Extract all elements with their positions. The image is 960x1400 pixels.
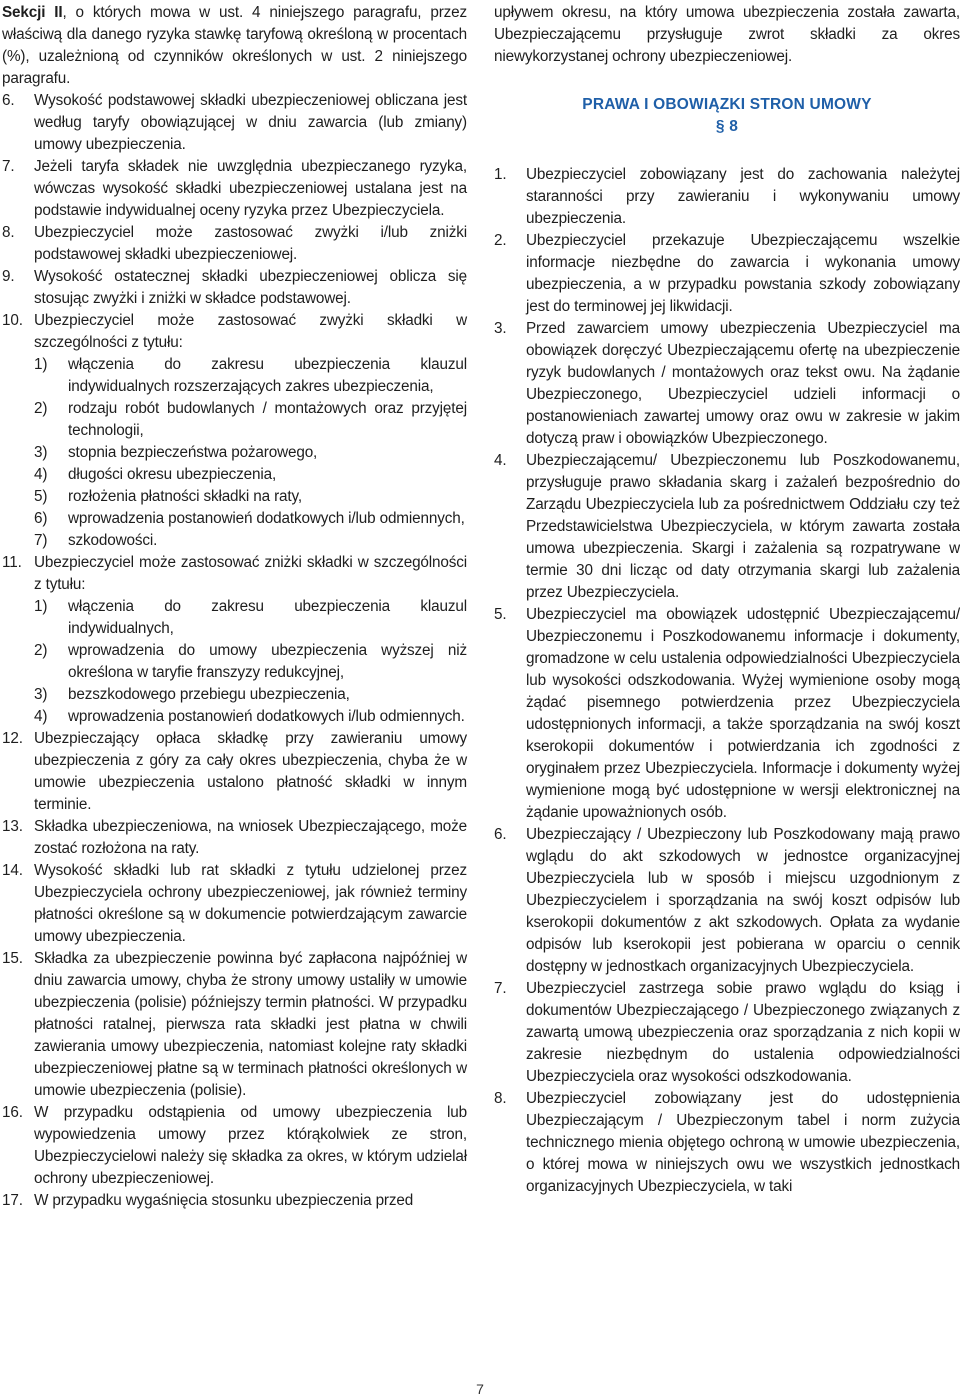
sub-item-number: 6): [34, 510, 48, 527]
sub-list-item: [2, 684, 467, 706]
item-number: 14.: [2, 862, 23, 879]
sub-item-number: 5): [34, 488, 48, 505]
list-item: [2, 266, 467, 310]
item-number: 9.: [2, 268, 15, 285]
item-text: Ubezpieczyciel zastrzega sobie prawo wglądu do ksiąg i dokumentów Ubezpieczającego / Ubezpieczonego związanych z zawartą umową ubezpieczenia oraz sporządzania z nich kopii w zakresie niezbędnym do ustalenia odpowiedzialności Ubezpieczyciela oraz wysokości odszkodowania.: [526, 980, 960, 1085]
item-text: Wysokość ostatecznej składki ubezpieczeniowej oblicza się stosując zwyżki i zniżki w składce podstawowej.: [34, 268, 467, 307]
sub-list-item: [2, 508, 467, 530]
sub-list-item: [2, 464, 467, 486]
sub-item-number: 4): [34, 708, 48, 725]
list-item: [2, 860, 467, 948]
item-text: Składka za ubezpieczenie powinna być zapłacona najpóźniej w dniu zawarcia umowy, chyba że strony umowy ustaliły w umowie ubezpieczenia (polisie) późniejszy termin płatności. W przypadku płatności ratalnej, pierwsza rata składki jest płatna w chwili zawierania umowy ubezpieczenia, natomiast kolejne raty składki ubezpieczeniowej płatne są w terminach płatności określonych w umowie ubezpieczenia (polisie).: [34, 950, 467, 1099]
sub-item-text: wprowadzenia do umowy ubezpieczenia wyższej niż określona w taryfie franszyzy redukcyjnej,: [68, 642, 467, 681]
sub-item-text: bezszkodowego przebiegu ubezpieczenia,: [68, 686, 350, 703]
item-text: Ubezpieczyciel może zastosować zwyżki i/lub zniżki podstawowej składki ubezpieczeniowej.: [34, 224, 467, 263]
page-number: 7: [476, 1381, 484, 1397]
item-number: 1.: [494, 166, 507, 183]
list-item: [2, 90, 467, 156]
sub-item-text: rodzaju robót budowlanych / montażowych oraz przyjętej technologii,: [68, 400, 467, 439]
item-number: 5.: [494, 606, 507, 623]
item-number: 16.: [2, 1104, 23, 1121]
item-text: Ubezpieczyciel zobowiązany jest do udostępnienia Ubezpieczającym / Ubezpieczonym tabel i norm zużycia technicznego mienia objętego ochroną w umowie ubezpieczenia, o której mowa w niniejszych owu we wszystkich jednostkach organizacyjnych Ubezpieczyciela, w taki: [526, 1090, 960, 1195]
list-item: [494, 230, 960, 318]
sub-list-item: [2, 640, 467, 684]
sub-list-item: [2, 530, 467, 552]
list-item: [494, 1088, 960, 1198]
sub-list-item: [2, 486, 467, 508]
item-number: 6.: [2, 92, 15, 109]
item-number: 8.: [494, 1090, 507, 1107]
sub-item-text: stopnia bezpieczeństwa pożarowego,: [68, 444, 318, 461]
list-item: [2, 222, 467, 266]
item-number: 7.: [2, 158, 15, 175]
sub-item-number: 4): [34, 466, 48, 483]
item-number: 17.: [2, 1192, 23, 1209]
sub-item-text: włączenia do zakresu ubezpieczenia klauzul indywidualnych rozszerzających zakres ubezpieczenia,: [68, 356, 467, 395]
list-item: [494, 604, 960, 824]
sub-item-number: 3): [34, 686, 48, 703]
right-intro: upływem okresu, na który umowa ubezpieczenia została zawarta, Ubezpieczającemu przysługuje zwrot składki za okres niewykorzystanej ochrony ubezpieczeniowej.: [494, 4, 960, 65]
list-item: [2, 728, 467, 816]
sub-item-text: rozłożenia płatności składki na raty,: [68, 488, 302, 505]
item-text: Wysokość podstawowej składki ubezpieczeniowej obliczana jest według taryfy obowiązującej w dniu zawarcia (lub zmiany) umowy ubezpieczenia.: [34, 92, 467, 153]
sub-item-number: 2): [34, 400, 48, 417]
list-item: [2, 948, 467, 1102]
list-item: [2, 1190, 467, 1212]
sub-list-item: [2, 596, 467, 640]
list-item: [494, 824, 960, 978]
item-number: 12.: [2, 730, 23, 747]
list-item: [2, 310, 467, 354]
list-item: [2, 1102, 467, 1190]
right-list: [494, 164, 960, 1198]
sub-item-number: 2): [34, 642, 48, 659]
item-number: 13.: [2, 818, 23, 835]
sub-item-number: 1): [34, 356, 48, 373]
sub-item-number: 3): [34, 444, 48, 461]
section-title: PRAWA I OBOWIĄZKI STRON UMOWY: [582, 96, 872, 113]
sub-item-text: długości okresu ubezpieczenia,: [68, 466, 277, 483]
item-number: 3.: [494, 320, 507, 337]
item-text: Wysokość składki lub rat składki z tytułu udzielonej przez Ubezpieczyciela ochrony ubezpieczeniowej, jak również terminy płatności określone są w dokumencie potwierdzającym zawarcie umowy ubezpieczenia.: [34, 862, 467, 945]
item-number: 11.: [2, 554, 22, 571]
item-text: Przed zawarciem umowy ubezpieczenia Ubezpieczyciel ma obowiązek doręczyć Ubezpieczającemu ofertę na ubezpieczenie ryzyk budowlanych / montażowych oraz tekst owu. Na żądanie Ubezpieczonego, Ubezpieczyciel udzieli informacji o postanowieniach zawartej umowy oraz owu w zakresie w jakim dotyczą praw i obowiązków Ubezpieczonego.: [526, 320, 960, 447]
section-number: § 8: [715, 118, 739, 135]
sub-item-text: wprowadzenia postanowień dodatkowych i/lub odmiennych.: [68, 708, 465, 725]
item-number: 8.: [2, 224, 15, 241]
item-text: Ubezpieczający / Ubezpieczony lub Poszkodowany mają prawo wglądu do akt szkodowych w jednostce organizacyjnej Ubezpieczyciela lub w sposób i miejscu uzgodnionym z Ubezpieczycielem i sporządzania na swój koszt odpisów lub kserokopii dokumentów z akt szkodowych. Opłata za wydanie odpisów lub kserokopii jest pobierana w oparciu o cennik dostępny w jednostkach organizacyjnych Ubezpieczyciela.: [526, 826, 960, 975]
sub-item-number: 7): [34, 532, 48, 549]
list-item: [494, 164, 960, 230]
item-number: 2.: [494, 232, 507, 249]
item-text: Ubezpieczyciel zobowiązany jest do zachowania należytej staranności przy zawieraniu i wykonywaniu umowy ubezpieczenia.: [526, 166, 960, 227]
item-text: Ubezpieczyciel może zastosować zwyżki składki w szczególności z tytułu:: [34, 312, 467, 351]
left-intro: Sekcji II, o których mowa w ust. 4 niniejszego paragrafu, przez właściwą dla danego ryzyka stawkę taryfową określoną w procentach (%), uzależnioną od czynników określonych w ust. 2 niniejszego paragrafu.: [2, 4, 468, 87]
item-number: 10.: [2, 312, 23, 329]
left-list: [2, 90, 467, 1212]
sub-list-item: [2, 398, 467, 442]
item-text: Ubezpieczającemu/ Ubezpieczonemu lub Poszkodowanemu, przysługuje prawo składania skarg i zażaleń bezpośrednio do Zarządu Ubezpieczyciela lub za pośrednictwem Oddziału czy też Przedstawicielstwa Ubezpieczyciela, w którym zawarta została umowa ubezpieczenia. Skargi i zażalenia są rozpatrywane w termie 30 dni licząc od daty otrzymania skargi lub zażalenia przez Ubezpieczyciela.: [526, 452, 960, 601]
item-text: Ubezpieczający opłaca składkę przy zawieraniu umowy ubezpieczenia z góry za cały okres ubezpieczenia, chyba że w umowie ubezpieczenia ustalono płatność składki w innym terminie.: [34, 730, 467, 813]
item-text: Składka ubezpieczeniowa, na wniosek Ubezpieczającego, może zostać rozłożona na raty.: [34, 818, 467, 857]
section-heading-block: [494, 94, 960, 138]
sub-list-item: [2, 442, 467, 464]
list-item: [2, 156, 467, 222]
sub-item-text: włączenia do zakresu ubezpieczenia klauzul indywidualnych,: [68, 598, 467, 637]
item-number: 6.: [494, 826, 507, 843]
item-text: Ubezpieczyciel ma obowiązek udostępnić Ubezpieczającemu/ Ubezpieczonemu i Poszkodowanemu informacje i dokumenty, gromadzone w celu ustalenia odpowiedzialności Ubezpieczyciela lub wysokości odszkodowania. Wyżej wymienione osoby mogą żądać pisemnego potwierdzenia przez Ubezpieczyciela udostępnionych informacji, a także sporządzania na swój koszt kserokopii dokumentów i potwierdzania ich zgodności z oryginałem przez Ubezpieczyciela. Informacje i dokumenty wyżej wymienione mogą być udostępnione w wersji elektronicznej na żądanie upoważnionych osób.: [526, 606, 960, 821]
left-column: [2, 2, 467, 1212]
sub-list-item: [2, 706, 467, 728]
list-item: [494, 978, 960, 1088]
sub-item-text: szkodowości.: [68, 532, 158, 549]
item-number: 15.: [2, 950, 23, 967]
item-text: W przypadku wygaśnięcia stosunku ubezpieczenia przed: [34, 1192, 414, 1209]
list-item: [494, 450, 960, 604]
right-column: [494, 2, 960, 1198]
item-number: 4.: [494, 452, 507, 469]
list-item: [2, 552, 467, 596]
item-text: Jeżeli taryfa składek nie uwzględnia ubezpieczanego ryzyka, wówczas wysokość składki ubezpieczeniowej ustalana jest na podstawie indywidualnej oceny ryzyka przez Ubezpieczyciela.: [34, 158, 467, 219]
sub-item-text: wprowadzenia postanowień dodatkowych i/lub odmiennych,: [68, 510, 465, 527]
sub-list-item: [2, 354, 467, 398]
item-text: W przypadku odstąpienia od umowy ubezpieczenia lub wypowiedzenia umowy przez którąkolwiek ze stron, Ubezpieczycielowi należy się składka za okres, w którym udzielał ochrony ubezpieczeniowej.: [34, 1104, 467, 1187]
item-number: 7.: [494, 980, 507, 997]
sub-item-number: 1): [34, 598, 48, 615]
list-item: [494, 318, 960, 450]
item-text: Ubezpieczyciel może zastosować zniżki składki w szczególności z tytułu:: [34, 554, 467, 593]
item-text: Ubezpieczyciel przekazuje Ubezpieczającemu wszelkie informacje niezbędne do zawarcia i wykonania umowy ubezpieczenia, a w przypadku powstania szkody zobowiązany jest do terminowej jej likwidacji.: [526, 232, 960, 315]
list-item: [2, 816, 467, 860]
